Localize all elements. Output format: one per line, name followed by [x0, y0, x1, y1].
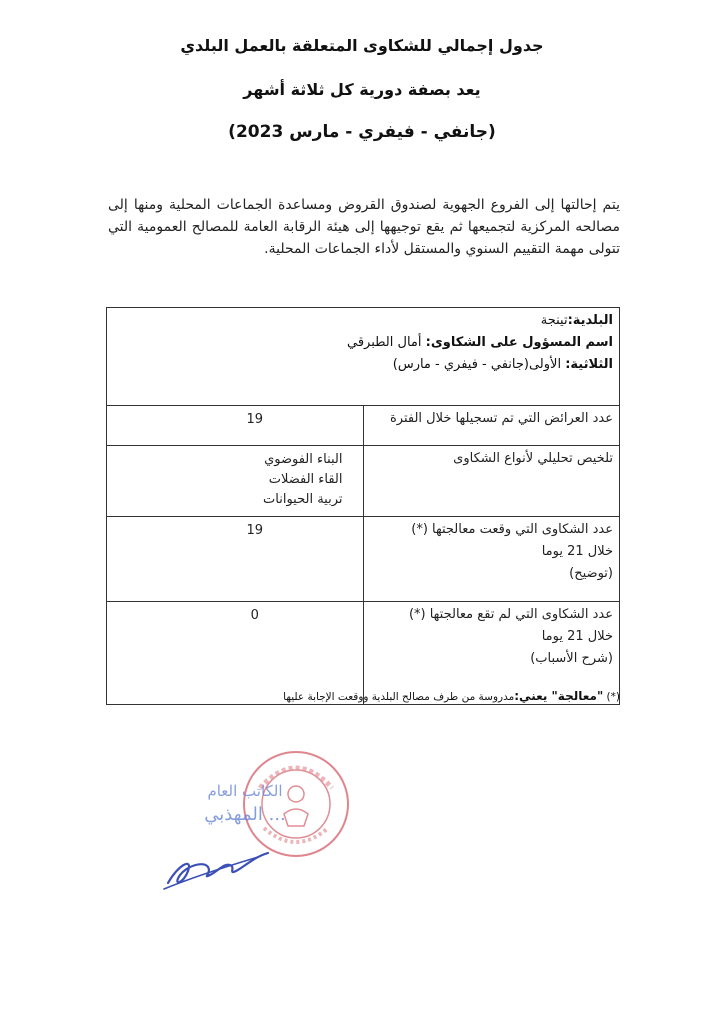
handwritten-signature	[158, 835, 278, 895]
table-row	[107, 517, 620, 602]
reporting-period: (جانفي - فيفري - مارس 2023)	[228, 122, 496, 142]
quarter-label: الثلاثية:	[565, 357, 613, 372]
row-label-line: عدد الشكاوى التي وقعت معالجتها (*)	[411, 522, 613, 537]
row-label	[363, 517, 620, 602]
document-title: جدول إجمالي للشكاوى المتعلقة بالعمل البلدي	[180, 36, 544, 55]
row-label-line: خلال 21 يوما	[541, 544, 613, 559]
row-label: عدد العرائض التي تم تسجيلها خلال الفترة	[363, 406, 620, 446]
document-subtitle: يعد بصفة دورية كل ثلاثة أشهر	[243, 80, 481, 99]
unprocessed-complaints-count: 0	[250, 608, 259, 623]
row-label-line: عدد الشكاوى التي لم تقع معالجتها (*)	[408, 607, 613, 622]
row-label-line: (توضيح)	[569, 566, 613, 581]
signatory-name: ... المهذبي	[204, 804, 286, 825]
officer-label: اسم المسؤول على الشكاوى:	[425, 335, 613, 350]
table-header-row	[107, 308, 620, 406]
row-label-line: خلال 21 يوما	[541, 629, 613, 644]
municipality-value: تينجة	[540, 313, 568, 328]
list-item: تربية الحيوانات	[263, 492, 343, 507]
footnote-marker: (*)	[606, 691, 620, 703]
intro-paragraph: يتم إحالتها إلى الفروع الجهوية لصندوق القروض ومساعدة الجماعات المحلية ومنها إلى مصالحه المركزية لتجميعها ثم يقع توجيهها إلى هيئة الرقابة العامة للمصالح العمومية التي تتولى مهمة التقييم السنوي والمستقل لأداء الجماعات المحلية.	[108, 197, 620, 257]
footnote-definition: مدروسة من طرف مصالح البلدية ووقعت الإجابة عليها	[283, 691, 515, 703]
officer-value: أمال الطبرقي	[347, 335, 426, 350]
row-label-line: (شرح الأسباب)	[530, 651, 613, 666]
list-item: البناء الفوضوي	[264, 452, 343, 467]
quarter-value: الأولى(جانفي - فيفري - مارس)	[392, 357, 566, 372]
quarter-line	[113, 354, 613, 376]
table-row	[107, 406, 620, 446]
table-row	[107, 446, 620, 517]
complaint-types-cell	[107, 446, 364, 517]
row-value	[107, 406, 364, 446]
footnote	[283, 689, 620, 703]
registered-petitions-count: 19	[246, 412, 264, 427]
municipality-label: البلدية:	[567, 313, 613, 328]
processed-complaints-count: 19	[246, 523, 264, 538]
signatory-title: الكاتب العام	[207, 782, 283, 800]
municipality-line	[113, 310, 613, 332]
signatory-block	[170, 782, 320, 825]
table-header-cell	[107, 308, 620, 406]
list-item: القاء الفضلات	[268, 472, 343, 487]
footnote-term: "معالجة" يعني:	[514, 689, 604, 703]
row-value	[107, 517, 364, 602]
complaints-table	[106, 307, 620, 705]
officer-line	[113, 332, 613, 354]
row-label: تلخيص تحليلي لأنواع الشكاوى	[363, 446, 620, 517]
